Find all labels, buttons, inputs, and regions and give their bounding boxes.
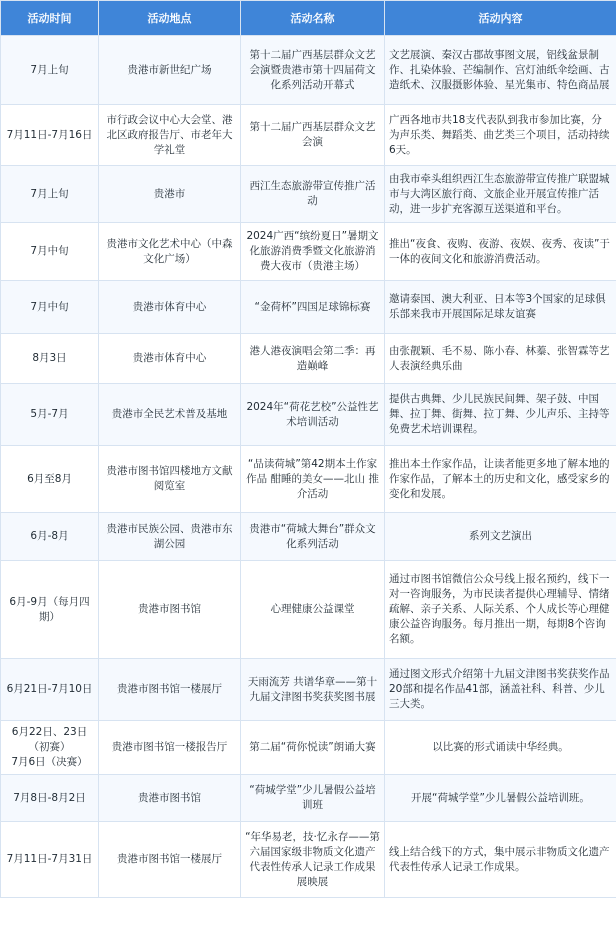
table-row: [1, 223, 616, 281]
cell-time: 6月21日-7月10日: [1, 659, 99, 721]
cell-name: 2024广西“缤纷夏日”暑期文化旅游消费季暨文化旅游消费大夜市（贵港主场）: [241, 223, 385, 281]
cell-place: 贵港市: [99, 166, 241, 223]
cell-content: 通过市图书馆微信公众号线上报名预约，线下一对一咨询服务，为市民读者提供心理辅导、情绪疏解、亲子关系、人际关系、个人成长等心理健康公益咨询服务。每月推出一期，每期8个咨询名额。: [385, 561, 616, 659]
cell-content: 以比赛的形式诵读中华经典。: [385, 721, 616, 775]
cell-name: 2024年“荷花艺校”公益性艺术培训活动: [241, 384, 385, 446]
cell-name: 心理健康公益课堂: [241, 561, 385, 659]
cell-place: 贵港市图书馆: [99, 561, 241, 659]
header-name: 活动名称: [241, 1, 385, 36]
cell-content: 推出本土作家作品，让读者能更多地了解本地的作家作品，了解本土的历史和文化，感受家乡的变化和发展。: [385, 446, 616, 513]
cell-time: 7月11日-7月31日: [1, 822, 99, 898]
cell-place: 贵港市体育中心: [99, 281, 241, 334]
cell-place: 贵港市新世纪广场: [99, 36, 241, 105]
cell-time: 7月上旬: [1, 166, 99, 223]
cell-name: 天雨流芳 共谱华章——第十九届文津图书奖获奖图书展: [241, 659, 385, 721]
cell-place: 贵港市图书馆一楼报告厅: [99, 721, 241, 775]
cell-name: “荷城学堂”少儿暑假公益培训班: [241, 775, 385, 822]
cell-place: 市行政会议中心大会堂、港北区政府报告厅、市老年大学礼堂: [99, 105, 241, 166]
table-row: [1, 166, 616, 223]
cell-place: 贵港市体育中心: [99, 334, 241, 384]
cell-time: 8月3日: [1, 334, 99, 384]
table-row: [1, 281, 616, 334]
cell-time: 6月-9月（每月四期）: [1, 561, 99, 659]
cell-place: 贵港市民族公园、贵港市东湖公园: [99, 513, 241, 561]
cell-time: 7月8日-8月2日: [1, 775, 99, 822]
cell-place: 贵港市全民艺术普及基地: [99, 384, 241, 446]
cell-content: 推出“夜食、夜购、夜游、夜娱、夜秀、夜读”于一体的夜间文化和旅游消费活动。: [385, 223, 616, 281]
cell-time: 7月11日-7月16日: [1, 105, 99, 166]
cell-content: 通过图文形式介绍第十九届文津图书奖获奖作品20部和提名作品41部，涵盖社科、科普、少儿三大类。: [385, 659, 616, 721]
table-row: [1, 721, 616, 775]
table-row: [1, 105, 616, 166]
cell-time: 7月中旬: [1, 223, 99, 281]
cell-name: 第十二届广西基层群众文艺会演: [241, 105, 385, 166]
cell-content: 线上结合线下的方式，集中展示非物质文化遗产代表性传承人记录工作成果。: [385, 822, 616, 898]
cell-content: 开展“荷城学堂”少儿暑假公益培训班。: [385, 775, 616, 822]
cell-time: 6月-8月: [1, 513, 99, 561]
cell-name: 第二届“荷你悦读”朗诵大赛: [241, 721, 385, 775]
cell-name: 第十二届广西基层群众文艺会演暨贵港市第十四届荷文化系列活动开幕式: [241, 36, 385, 105]
table-row: [1, 822, 616, 898]
cell-content: 由张靓颖、毛不易、陈小春、林蓁、张智霖等艺人表演经典乐曲: [385, 334, 616, 384]
table-row: [1, 513, 616, 561]
cell-time: 7月上旬: [1, 36, 99, 105]
header-time: 活动时间: [1, 1, 99, 36]
header-content: 活动内容: [385, 1, 616, 36]
cell-content: 广西各地市共18支代表队到我市参加比赛，分为声乐类、舞蹈类、曲艺类三个项目，活动持续6天。: [385, 105, 616, 166]
cell-place: 贵港市图书馆一楼展厅: [99, 659, 241, 721]
cell-place: 贵港市文化艺术中心（中森文化广场）: [99, 223, 241, 281]
cell-time: 7月中旬: [1, 281, 99, 334]
cell-time: 6月22日、23日（初赛） 7月6日（决赛）: [1, 721, 99, 775]
table-row: [1, 659, 616, 721]
cell-content: 系列文艺演出: [385, 513, 616, 561]
table-row: [1, 384, 616, 446]
table-row: [1, 446, 616, 513]
cell-content: 文艺展演、秦汉古郡故事图文展，铝线盆景制作、扎染体验、芒编制作、宫灯油纸伞绘画、古造纸术、汉服摄影体验、星光集市、特色商品展: [385, 36, 616, 105]
cell-time: 6月至8月: [1, 446, 99, 513]
cell-place: 贵港市图书馆: [99, 775, 241, 822]
cell-name: 西江生态旅游带宣传推广活动: [241, 166, 385, 223]
cell-content: 邀请泰国、澳大利亚、日本等3个国家的足球俱乐部来我市开展国际足球友谊赛: [385, 281, 616, 334]
cell-name: “年华易老，技·忆永存——第六届国家级非物质文化遗产代表性传承人记录工作成果展映展: [241, 822, 385, 898]
cell-name: 港人港夜演唱会第二季：再造巅峰: [241, 334, 385, 384]
cell-name: “品读荷城”第42期本土作家作品 酣睡的美女——北山 推介活动: [241, 446, 385, 513]
cell-place: 贵港市图书馆一楼展厅: [99, 822, 241, 898]
table-header-row: [1, 1, 616, 36]
cell-content: 提供古典舞、少儿民族民间舞、架子鼓、中国舞、拉丁舞、街舞、拉丁舞、少儿声乐、主持等免费艺术培训课程。: [385, 384, 616, 446]
cell-time: 5月-7月: [1, 384, 99, 446]
table-row: [1, 775, 616, 822]
table-row: [1, 334, 616, 384]
table-row: [1, 561, 616, 659]
cell-place: 贵港市图书馆四楼地方文献阅览室: [99, 446, 241, 513]
cell-name: 贵港市“荷城大舞台”群众文化系列活动: [241, 513, 385, 561]
cell-name: “金荷杯”四国足球锦标赛: [241, 281, 385, 334]
header-place: 活动地点: [99, 1, 241, 36]
table-row: [1, 36, 616, 105]
cell-content: 由我市牵头组织西江生态旅游带宣传推广联盟城市与大湾区旅行商、文旅企业开展宣传推广活动，进一步扩充客源互送渠道和平台。: [385, 166, 616, 223]
